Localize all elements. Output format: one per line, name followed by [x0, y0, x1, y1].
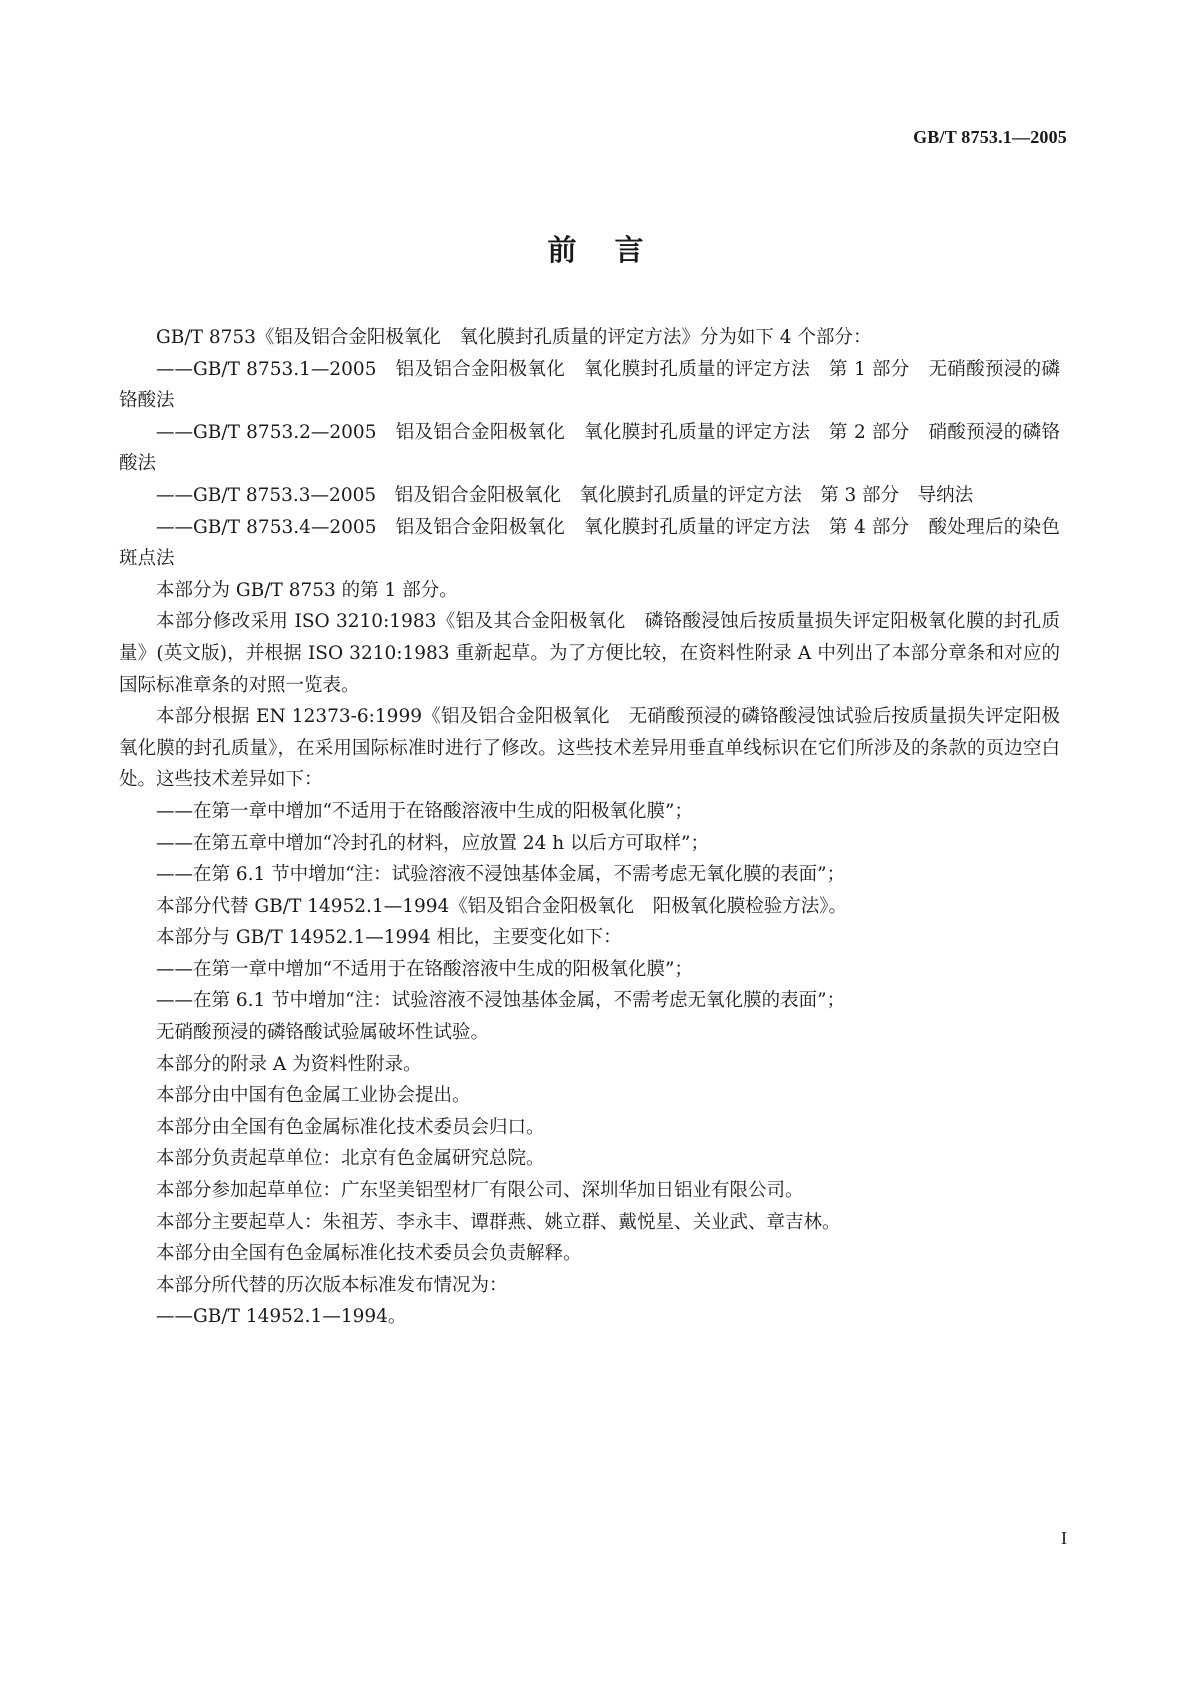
paragraph: GB/T 8753《铝及铝合金阳极氧化 氧化膜封孔质量的评定方法》分为如下 4 个部分： — [156, 327, 872, 348]
paragraph: 本部分参加起草单位：广东坚美铝型材厂有限公司、深圳华加日铝业有限公司。 — [156, 1180, 804, 1202]
paragraph: 本部分代替 GB/T 14952.1—1994《铝及铝合金阳极氧化 阳极氧化膜检验方法》。 — [156, 895, 848, 917]
paragraph: 本部分根据 EN 12373-6:1999《铝及铝合金阳极氧化 无硝酸预浸的磷铬酸浸蚀试验后按质量损失评定阳极氧化膜的封孔质量》，在采用国际标准时进行了修改。这些技术差异用垂直单线标识在它们所涉及的条款的页边空白处。这些技术差异如下： — [119, 706, 1060, 791]
page-number: I — [1061, 1528, 1067, 1548]
standard-code: GB/T 8753.1—2005 — [913, 127, 1067, 147]
paragraph: ——在第一章中增加“不适用于在铬酸溶液中生成的阳极氧化膜”； — [156, 958, 693, 980]
paragraph: 本部分负责起草单位：北京有色金属研究总院。 — [156, 1148, 545, 1170]
paragraph: ——GB/T 8753.3—2005 铝及铝合金阳极氧化 氧化膜封孔质量的评定方法 第 3 部分 导纳法 — [156, 484, 974, 506]
paragraph: 本部分与 GB/T 14952.1—1994 相比，主要变化如下： — [156, 927, 622, 949]
paragraph: 本部分主要起草人：朱祖芳、李永丰、谭群燕、姚立群、戴悦星、关业武、章吉林。 — [156, 1211, 841, 1233]
paragraph: ——在第五章中增加“冷封孔的材料，应放置 24 h 以后方可取样”； — [156, 832, 710, 854]
paragraph: ——在第一章中增加“不适用于在铬酸溶液中生成的阳极氧化膜”； — [156, 800, 693, 822]
paragraph: 本部分为 GB/T 8753 的第 1 部分。 — [156, 579, 458, 601]
paragraph: 本部分修改采用 ISO 3210:1983《铝及其合金阳极氧化 磷铬酸浸蚀后按质量损失评定阳极氧化膜的封孔质量》(英文版)，并根据 ISO 3210:1983 重新起草。为了方便比较，在资料性附录 A 中列出了本部分章条和对应的国际标准章条的对照一览表。 — [119, 611, 1060, 696]
paragraph: 本部分由全国有色金属标准化技术委员会负责解释。 — [156, 1243, 582, 1265]
paragraph: 本部分由全国有色金属标准化技术委员会归口。 — [156, 1116, 545, 1138]
paragraph: ——GB/T 8753.1—2005 铝及铝合金阳极氧化 氧化膜封孔质量的评定方法 第 1 部分 无硝酸预浸的磷铬酸法 — [119, 358, 1060, 412]
paragraph: ——GB/T 8753.2—2005 铝及铝合金阳极氧化 氧化膜封孔质量的评定方法 第 2 部分 硝酸预浸的磷铬酸法 — [119, 421, 1060, 475]
paragraph: ——GB/T 8753.4—2005 铝及铝合金阳极氧化 氧化膜封孔质量的评定方法 第 4 部分 酸处理后的染色斑点法 — [119, 516, 1060, 570]
paragraph: ——GB/T 14952.1—1994。 — [156, 1306, 407, 1328]
paragraph: 本部分所代替的历次版本标准发布情况为： — [156, 1274, 508, 1296]
page-title: 前言 — [547, 233, 682, 267]
paragraph: 无硝酸预浸的磷铬酸试验属破坏性试验。 — [156, 1022, 490, 1044]
paragraph: 本部分的附录 A 为资料性附录。 — [156, 1053, 422, 1075]
paragraph: ——在第 6.1 节中增加“注：试验溶液不浸蚀基体金属，不需考虑无氧化膜的表面”； — [156, 990, 846, 1012]
foreword-body — [119, 322, 1060, 1333]
paragraph: ——在第 6.1 节中增加“注：试验溶液不浸蚀基体金属，不需考虑无氧化膜的表面”； — [156, 864, 846, 886]
paragraph: 本部分由中国有色金属工业协会提出。 — [156, 1085, 471, 1107]
